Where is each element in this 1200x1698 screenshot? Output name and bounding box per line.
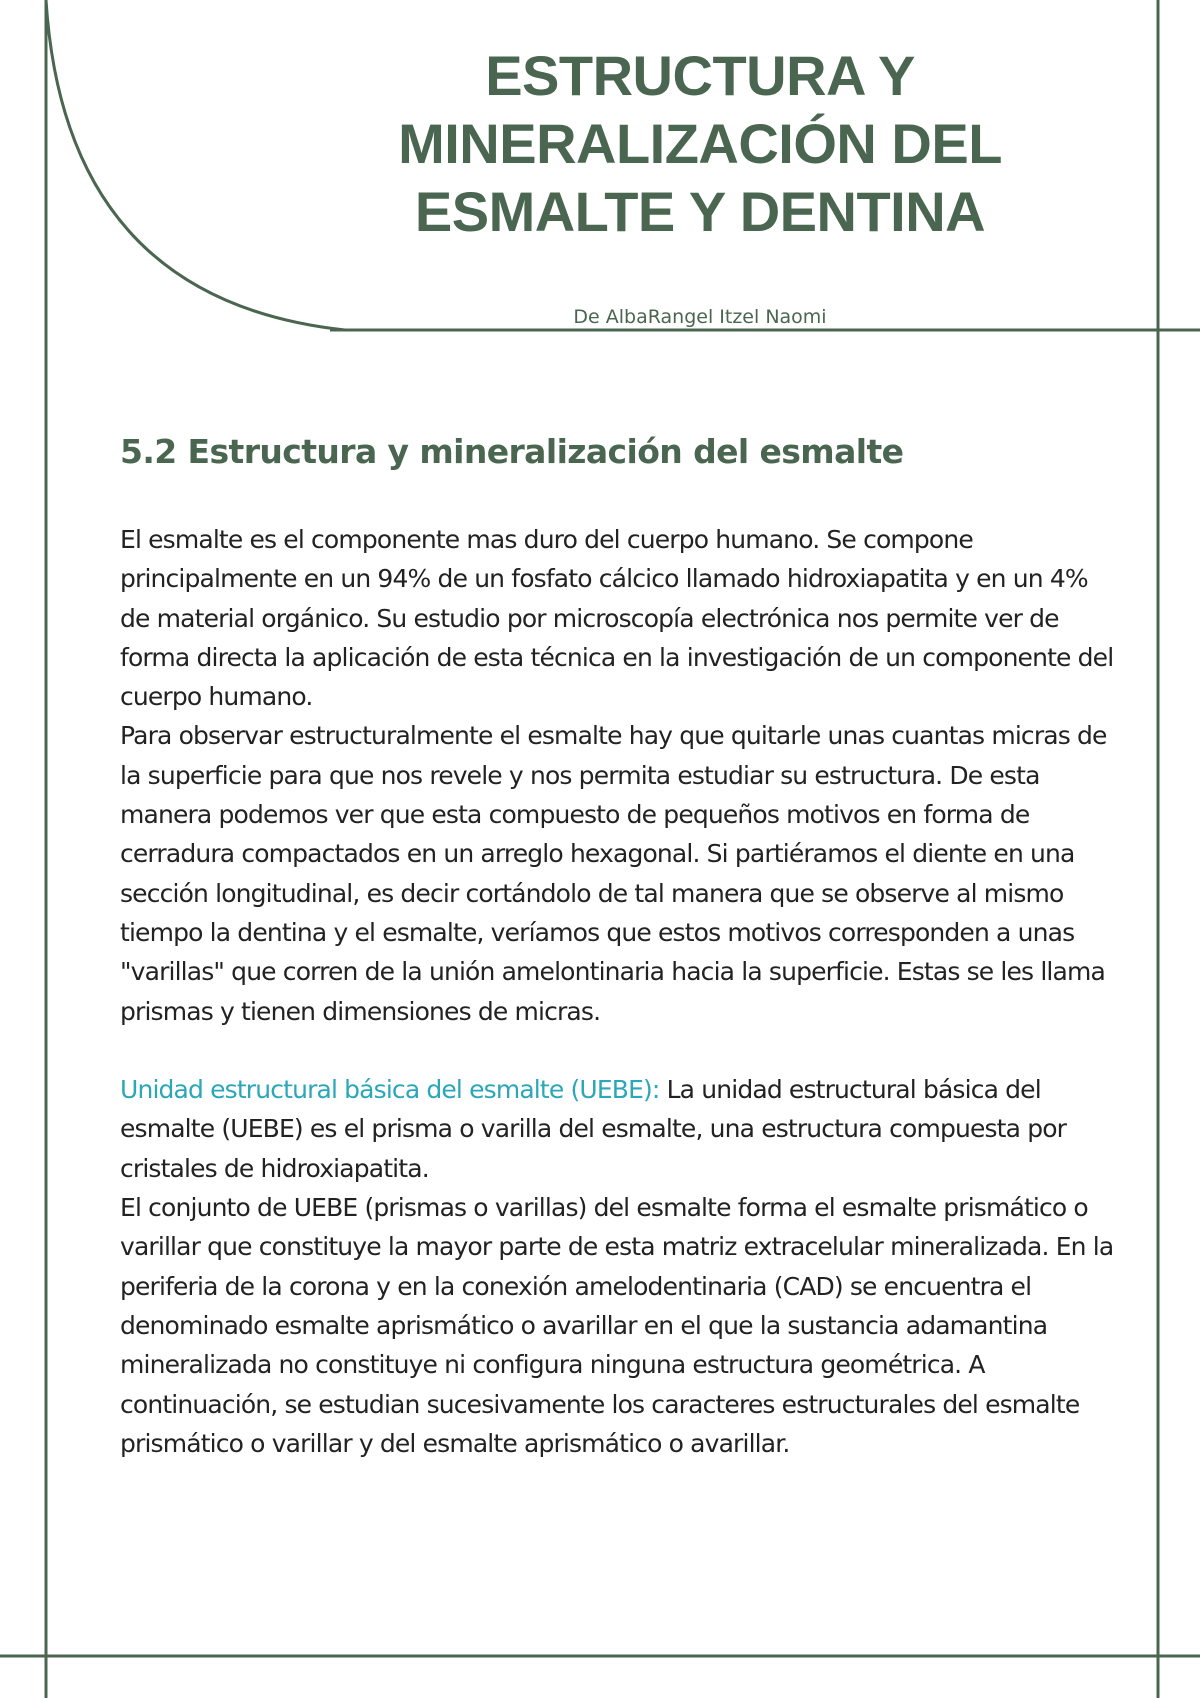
section-heading: 5.2 Estructura y mineralización del esmalte xyxy=(120,432,904,471)
document-body xyxy=(120,520,1120,1463)
page-title xyxy=(300,42,1100,246)
paragraph-spacer xyxy=(120,1031,1120,1070)
paragraph-4: El conjunto de UEBE (prismas o varillas) del esmalte forma el esmalte prismático o varillar que constituye la mayor parte de esta matriz extracelular mineralizada. En la periferia de la corona y en la conexión amelodentinaria (CAD) se encuentra el denominado esmalte aprismático o avarillar en el que la sustancia adamantina mineralizada no constituye ni configura ninguna estructura geométrica. A continuación, se estudian sucesivamente los caracteres estructurales del esmalte prismático o varillar y del esmalte aprismático o avarillar. xyxy=(120,1193,1114,1458)
paragraph-1: El esmalte es el componente mas duro del cuerpo humano. Se compone principalmente en un 94% de un fosfato cálcico llamado hidroxiapatita y en un 4% de material orgánico. Su estudio por microscopía electrónica nos permite ver de forma directa la aplicación de esta técnica en la investigación de un componente del cuerpo humano. xyxy=(120,525,1114,712)
author-byline: De AlbaRangel Itzel Naomi xyxy=(573,306,827,328)
title-line-3: ESMALTE Y DENTINA xyxy=(414,180,986,243)
paragraph-3-label: Unidad estructural básica del esmalte (UEBE): xyxy=(120,1075,660,1105)
paragraph-2: Para observar estructuralmente el esmalte hay que quitarle unas cuantas micras de la superficie para que nos revele y nos permita estudiar su estructura. De esta manera podemos ver que esta compuesto de pequeños motivos en forma de cerradura compactados en un arreglo hexagonal. Si partiéramos el diente en una sección longitudinal, es decir cortándolo de tal manera que se observe al mismo tiempo la dentina y el esmalte, veríamos que estos motivos corresponden a unas "varillas" que corren de la unión amelontinaria hacia la superficie. Estas se les llama prismas y tienen dimensiones de micras. xyxy=(120,721,1107,1026)
title-line-1: ESTRUCTURA Y xyxy=(485,44,915,107)
paragraph-3-text: La unidad estructural básica del esmalte (UEBE) es el prisma o varilla del esmalte, una estructura compuesta por cristales de hidroxiapatita. xyxy=(120,1075,1067,1183)
title-line-2: MINERALIZACIÓN DEL xyxy=(398,112,1002,175)
paragraph-3 xyxy=(120,1070,1120,1188)
